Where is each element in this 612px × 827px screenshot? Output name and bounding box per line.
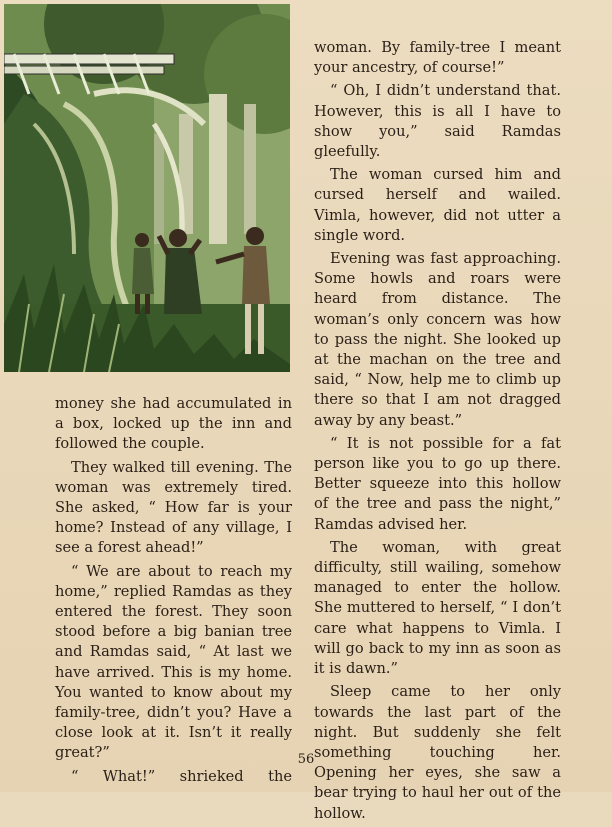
left-paragraph-4: “ What!” shrieked the bbox=[71, 767, 292, 785]
right-paragraph-3: The woman cursed him and cursed herself and wailed. Vimla, however, did not utter a single word. bbox=[314, 166, 561, 244]
left-paragraph-2: They walked till evening. The woman was extremely tired. She asked, “ How far is your home? Instead of any village, I see a forest ahead!” bbox=[55, 458, 292, 557]
right-paragraph-4: Evening was fast approaching. Some howls and roars were heard from distance. The woman’s only concern was how to pass the night. She looked up at the machan on the tree and said, “ Now, help me to climb up there so that I am not dragged away by any beast.” bbox=[314, 250, 561, 429]
forest-illustration-icon bbox=[4, 4, 290, 372]
forest-scene-illustration bbox=[4, 4, 290, 372]
page-number: 56 bbox=[297, 752, 315, 767]
right-paragraph-1: woman. By family-tree I meant your ancestry, of course!” bbox=[314, 39, 561, 77]
left-text-column bbox=[55, 394, 292, 790]
right-paragraph-6: The woman, with great difficulty, still wailing, somehow managed to enter the hollow. She muttered to herself, “ I don’t care what happens to Vimla. I will go back to my inn as soon as it is dawn.” bbox=[314, 538, 561, 678]
right-paragraph-2: “ Oh, I didn’t understand that. However, this is all I have to show you,” said Ramdas gleefully. bbox=[314, 82, 561, 161]
right-text-column bbox=[314, 38, 561, 827]
left-paragraph-1: money she had accumulated in a box, locked up the inn and followed the couple. bbox=[55, 395, 292, 453]
right-paragraph-7: Sleep came to her only towards the last part of the night. But suddenly she felt something touching her. Opening her eyes, she saw a bear trying to haul her out of the hollow. bbox=[314, 683, 561, 822]
right-paragraph-5: “ It is not possible for a fat person like you to go up there. Better squeeze into this hollow of the tree and pass the night,” Ramdas advised her. bbox=[314, 434, 561, 533]
left-paragraph-3: “ We are about to reach my home,” replied Ramdas as they entered the forest. They soon stood before a big banian tree and Ramdas said, “ At last we have arrived. This is my home. You wanted to know about my family-tree, didn’t you? Have a close look at it. Isn’t it really great?” bbox=[55, 562, 292, 762]
